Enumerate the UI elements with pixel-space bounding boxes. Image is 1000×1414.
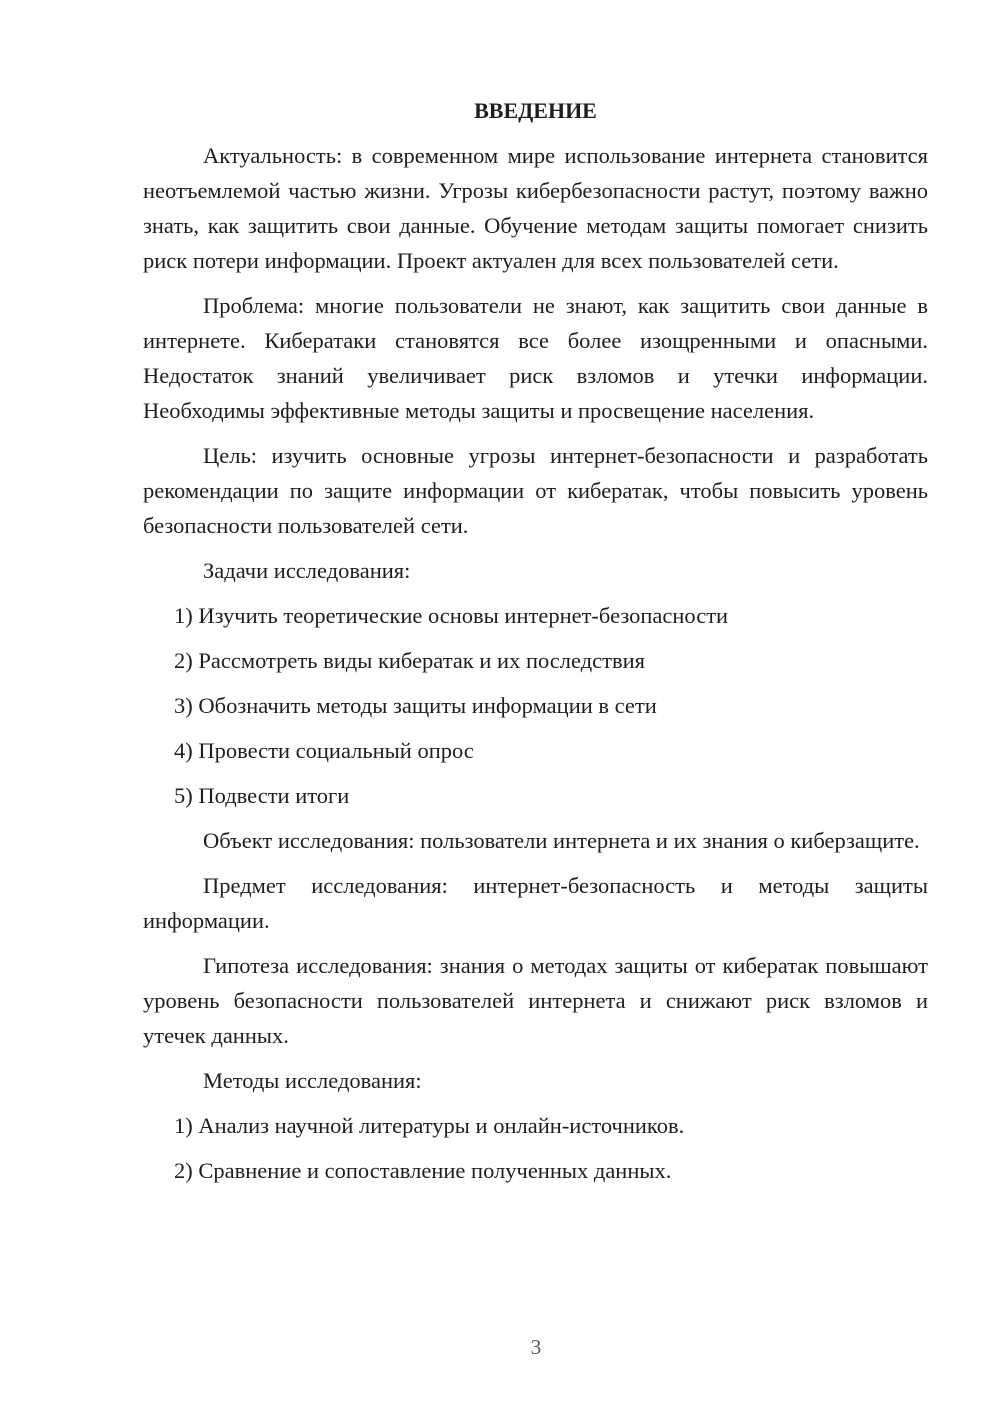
goal-paragraph: Цель: изучить основные угрозы интернет-безопасности и разработать рекомендации по защите информации от кибератак, чтобы повысить уровень безопасности пользователей сети. [143, 443, 928, 538]
subject-paragraph: Предмет исследования: интернет-безопасность и методы защиты информации. [143, 873, 928, 933]
methods-list [143, 1108, 928, 1188]
list-item: 2) Рассмотреть виды кибератак и их последствия [174, 648, 645, 673]
tasks-heading: Задачи исследования: [203, 558, 411, 583]
tasks-list [143, 598, 928, 813]
page-title: ВВЕДЕНИЕ [474, 98, 597, 123]
list-item: 4) Провести социальный опрос [174, 738, 474, 763]
methods-heading: Методы исследования: [203, 1068, 422, 1093]
list-item: 5) Подвести итоги [174, 783, 350, 808]
list-item: 2) Сравнение и сопоставление полученных данных. [174, 1158, 672, 1183]
list-item: 3) Обозначить методы защиты информации в сети [174, 693, 657, 718]
object-paragraph: Объект исследования: пользователи интернета и их знания о киберзащите. [203, 828, 920, 853]
relevance-paragraph: Актуальность: в современном мире использование интернета становится неотъемлемой частью жизни. Угрозы кибербезопасности растут, поэтому важно знать, как защитить свои данные. Обучение методам защиты помогает снизить риск потери информации. Проект актуален для всех пользователей сети. [143, 143, 928, 273]
list-item: 1) Изучить теоретические основы интернет-безопасности [174, 603, 729, 628]
problem-paragraph: Проблема: многие пользователи не знают, как защитить свои данные в интернете. Кибератаки становятся все более изощренными и опасными. Недостаток знаний увеличивает риск взломов и утечки информации. Необходимы эффективные методы защиты и просвещение населения. [143, 293, 928, 423]
list-item: 1) Анализ научной литературы и онлайн-источников. [174, 1113, 685, 1138]
hypothesis-paragraph: Гипотеза исследования: знания о методах защиты от кибератак повышают уровень безопасности пользователей интернета и снижают риск взломов и утечек данных. [143, 953, 928, 1048]
document-page [143, 96, 928, 1198]
page-number: 3 [530, 1335, 542, 1359]
